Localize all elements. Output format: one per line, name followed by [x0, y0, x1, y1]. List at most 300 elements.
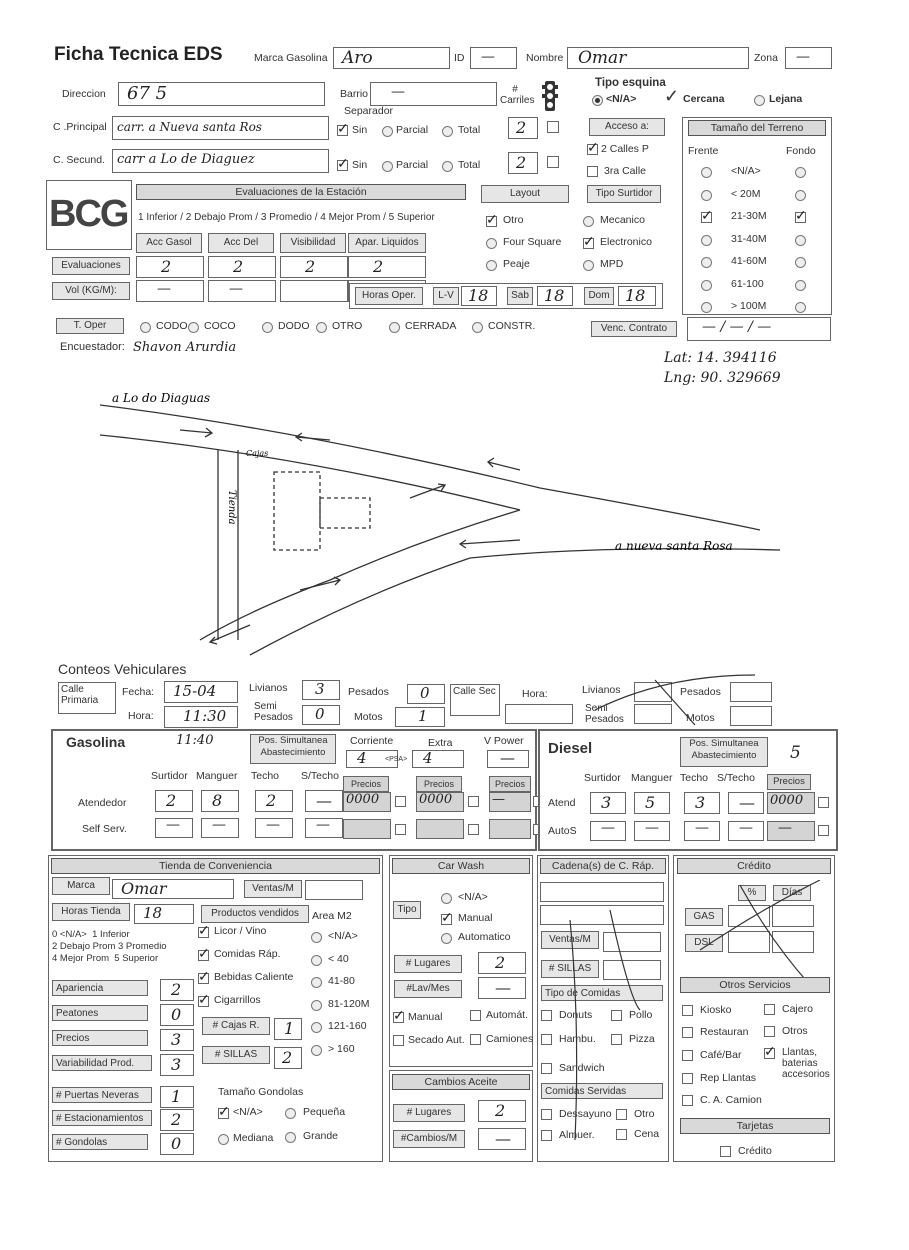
- puertas-field[interactable]: [160, 1086, 194, 1108]
- layout-button[interactable]: Layout: [481, 185, 569, 203]
- diesel-atend-field[interactable]: [590, 792, 626, 814]
- comida-label: Sandwich: [559, 1062, 605, 1074]
- tienda-ventas-field[interactable]: [305, 880, 363, 900]
- tarjetas-header: Tarjetas: [680, 1118, 830, 1134]
- dom-value: 18: [625, 286, 646, 305]
- hora-sec-field[interactable]: [505, 704, 573, 724]
- strike-through-mark: [680, 880, 830, 990]
- carwash-lugares-value: 2: [495, 953, 506, 972]
- carwash-manual-label: Manual: [458, 912, 493, 924]
- diesel-pos-value: 5: [790, 743, 801, 763]
- producto-checkbox-0[interactable]: [198, 927, 209, 938]
- precio-checkbox[interactable]: [395, 796, 406, 807]
- self-serv-field[interactable]: [255, 818, 293, 838]
- sketch-road-right: a nueva santa Rosa: [615, 539, 733, 553]
- area-option-label: 81-120M: [328, 997, 370, 1010]
- vpower-label: V Power: [484, 735, 524, 747]
- semi-pesados-label: Semi Pesados: [254, 701, 293, 723]
- gondolas-grande-radio[interactable]: [285, 1132, 296, 1143]
- diesel-col-header: Precios: [767, 774, 811, 790]
- principal-total-radio[interactable]: [442, 126, 453, 137]
- carwash-lav-label: #Lav/Mes: [394, 980, 462, 998]
- tienda-header: Tienda de Conveniencia: [51, 858, 380, 874]
- puertas-label: # Puertas Neveras: [52, 1087, 152, 1103]
- area-option-label: 121-160: [328, 1020, 367, 1032]
- self-serv-field[interactable]: [305, 818, 343, 838]
- t-oper-radio-5[interactable]: [472, 322, 483, 333]
- area-radio-5[interactable]: [311, 1045, 322, 1056]
- secund-parcial-radio[interactable]: [382, 161, 393, 172]
- lat-value: Lat: 14. 394116: [664, 350, 777, 366]
- gondolas-field[interactable]: [160, 1133, 194, 1155]
- precio-field[interactable]: [343, 792, 391, 812]
- calle-primaria-label: Calle Primaria: [58, 682, 116, 714]
- carriles-principal-value: 2: [516, 118, 527, 137]
- atendedor-value: 2: [266, 791, 277, 810]
- vol-value-field[interactable]: [136, 280, 204, 302]
- eval-value-field[interactable]: [348, 256, 426, 278]
- diesel-col-header: Manguer: [631, 772, 673, 784]
- tienda-sillas-label: # SILLAS: [202, 1046, 270, 1064]
- t-oper-radio-2[interactable]: [262, 322, 273, 333]
- diesel-autos-field[interactable]: [590, 821, 626, 841]
- cambios-aceite-header: Cambios Aceite: [392, 1074, 530, 1090]
- direccion-label: Direccion: [62, 88, 106, 100]
- eval-value-field[interactable]: [280, 256, 348, 278]
- atendedor-value: 8: [212, 791, 223, 810]
- t-oper-radio-0[interactable]: [140, 322, 151, 333]
- diesel-atend-field[interactable]: [728, 792, 764, 814]
- diesel-precio-checkbox[interactable]: [818, 797, 829, 808]
- t-oper-option-label: CONSTR.: [488, 320, 536, 332]
- psa-label: <PSA>: [385, 756, 408, 763]
- nombre-field[interactable]: [567, 47, 749, 69]
- precio-value: 0000: [419, 792, 453, 807]
- gondolas-mediana-label: Mediana: [233, 1132, 274, 1144]
- surtidor-mecanico-radio[interactable]: [583, 216, 594, 227]
- barrio-field[interactable]: [370, 82, 497, 106]
- terreno-option-label: 41-60M: [731, 255, 767, 267]
- self-precio-checkbox[interactable]: [395, 824, 406, 835]
- acceso-3racalle-checkbox[interactable]: [587, 166, 598, 177]
- road-sketch: [0, 380, 909, 660]
- cajas-field[interactable]: [274, 1018, 302, 1040]
- gondolas-grande-label: Grande: [303, 1130, 339, 1142]
- eval-value-field[interactable]: [208, 256, 276, 278]
- fondo-option-2[interactable]: [795, 212, 806, 223]
- carwash-auto-label: Automatico: [458, 931, 511, 943]
- gasolina-title: Gasolina: [66, 734, 126, 750]
- barrio-value: —: [391, 84, 405, 100]
- aceite-cambios-field[interactable]: [478, 1128, 526, 1150]
- precio-field[interactable]: [489, 792, 531, 812]
- layout-foursquare-label: Four Square: [503, 236, 562, 248]
- self-serv-field[interactable]: [201, 818, 239, 838]
- estacionamientos-value: 2: [171, 1110, 182, 1129]
- dom-field[interactable]: [618, 286, 656, 306]
- surtidor-electronico-label: Electronico: [600, 236, 652, 248]
- layout-otro-checkbox[interactable]: [486, 216, 497, 227]
- motos-field[interactable]: [395, 707, 445, 727]
- esquina-na-radio[interactable]: [592, 95, 603, 106]
- credito-dsl-label: DSL: [685, 934, 723, 952]
- tipo-comidas-label: Tipo de Comidas: [541, 985, 663, 1001]
- gas-col-header: Techo: [251, 770, 280, 782]
- gondolas-mediana-radio[interactable]: [218, 1134, 229, 1145]
- encuestador-label: Encuestador:: [60, 341, 125, 353]
- apariencia-value: 2: [171, 980, 182, 999]
- extra-field[interactable]: [412, 750, 464, 768]
- comida-label: Hambu.: [559, 1033, 596, 1045]
- nombre-label: Nombre: [526, 52, 564, 64]
- layout-foursquare-radio[interactable]: [486, 238, 497, 249]
- eval-value-field[interactable]: [136, 256, 204, 278]
- aceite-lugares-field[interactable]: [478, 1100, 526, 1122]
- fecha-label: Fecha:: [122, 686, 155, 698]
- tienda-marca-field[interactable]: [112, 879, 234, 899]
- atendedor-field[interactable]: [155, 790, 193, 812]
- corriente-label: Corriente: [350, 735, 394, 747]
- self-precio-field[interactable]: [416, 819, 464, 839]
- surtidor-mpd-label: MPD: [600, 258, 624, 270]
- acceso-2calles-label: 2 Calles P: [601, 143, 649, 155]
- peatones-field[interactable]: [160, 1004, 194, 1026]
- area-radio-0[interactable]: [311, 932, 322, 943]
- tipo-surtidor-button[interactable]: Tipo Surtidor: [587, 185, 661, 203]
- hora-label: Hora:: [128, 710, 154, 722]
- gondolas-value: 0: [171, 1134, 182, 1153]
- t-oper-radio-3[interactable]: [316, 322, 327, 333]
- credito-gas-label: GAS: [685, 908, 723, 926]
- self-serv-label: Self Serv.: [82, 823, 127, 835]
- self-serv-value: —: [166, 817, 180, 833]
- producto-label: Licor / Vino: [214, 925, 267, 937]
- surtidor-mpd-radio[interactable]: [583, 260, 594, 271]
- esquina-na-label: <N/A>: [606, 93, 637, 105]
- layout-peaje-radio[interactable]: [486, 260, 497, 271]
- precio-field[interactable]: [416, 792, 464, 812]
- eval-col-header: Apar. Liquidos: [348, 233, 426, 253]
- extra-label: Extra: [428, 737, 453, 749]
- area-option-label: < 40: [328, 952, 349, 965]
- marca-label: Marca Gasolina: [254, 52, 328, 64]
- principal-total-label: Total: [458, 124, 481, 136]
- diesel-autos-field[interactable]: [728, 821, 764, 841]
- t-oper-radio-4[interactable]: [389, 322, 400, 333]
- area-option-label: > 160: [328, 1042, 355, 1055]
- vpower-value: —: [500, 749, 515, 767]
- carriles-label: # Carriles: [500, 84, 535, 106]
- area-radio-2[interactable]: [311, 977, 322, 988]
- self-precio-field[interactable]: [489, 819, 531, 839]
- diesel-autos-checkbox[interactable]: [818, 825, 829, 836]
- fondo-option-3[interactable]: [795, 235, 806, 246]
- aceite-lugares-value: 2: [495, 1101, 506, 1120]
- tamano-terreno-header: Tamaño del Terreno: [688, 120, 826, 136]
- secund-total-radio[interactable]: [442, 161, 453, 172]
- principal-parcial-radio[interactable]: [382, 126, 393, 137]
- producto-label: Comidas Ráp.: [214, 948, 281, 960]
- c-secund-value: carr a Lo de Diaguez: [117, 152, 255, 167]
- otro-servicio-checkbox-7[interactable]: [682, 1095, 693, 1106]
- terreno-option-label: 31-40M: [731, 232, 767, 245]
- gasolina-time: 11:40: [176, 733, 214, 748]
- t-oper-radio-1[interactable]: [188, 322, 199, 333]
- conteos-title: Conteos Vehiculares: [58, 661, 187, 677]
- eval-value: 2: [305, 257, 316, 276]
- diesel-autos-value: —: [739, 820, 753, 836]
- frente-option-2[interactable]: [701, 212, 712, 223]
- atendedor-field[interactable]: [201, 790, 239, 812]
- apariencia-field[interactable]: [160, 979, 194, 1001]
- fondo-option-6[interactable]: [795, 302, 806, 313]
- fondo-option-1[interactable]: [795, 190, 806, 201]
- otro-servicio-label: Otros: [782, 1025, 808, 1037]
- diesel-atend-field[interactable]: [634, 792, 670, 814]
- evaluaciones-header: Evaluaciones de la Estación: [136, 184, 466, 200]
- carwash-na-radio[interactable]: [441, 893, 452, 904]
- precio-checkbox[interactable]: [468, 796, 479, 807]
- semi-pesados-sec-label: Semi Pesados: [585, 703, 624, 725]
- pesados-field[interactable]: [407, 684, 445, 704]
- fondo-option-0[interactable]: [795, 167, 806, 178]
- t-oper-label: T. Oper: [56, 318, 124, 334]
- id-label: ID: [454, 52, 465, 64]
- area-option-label: <N/A>: [328, 930, 358, 942]
- t-oper-option-label: CODO: [156, 320, 188, 332]
- livianos-value: 3: [315, 680, 325, 698]
- carriles-principal-checkbox[interactable]: [547, 121, 559, 133]
- encuestador-value: Shavon Arurdia: [133, 340, 237, 355]
- tienda-sillas-field[interactable]: [274, 1047, 302, 1069]
- hora-field[interactable]: [164, 706, 238, 728]
- c-principal-field[interactable]: [112, 116, 329, 140]
- vol-value-field[interactable]: [208, 280, 276, 302]
- carwash-na-label: <N/A>: [458, 891, 488, 903]
- traffic-light-icon: [542, 80, 558, 112]
- tarjetas-credito-checkbox[interactable]: [720, 1146, 731, 1157]
- livianos-label: Livianos: [249, 682, 288, 694]
- diesel-atend-value: 0000: [770, 793, 804, 808]
- direccion-field[interactable]: [118, 82, 325, 106]
- carriles-secund-checkbox[interactable]: [547, 156, 559, 168]
- producto-checkbox-1[interactable]: [198, 950, 209, 961]
- pesados-value: 0: [420, 684, 430, 702]
- frente-option-0[interactable]: [701, 167, 712, 178]
- gondolas-pequena-radio[interactable]: [285, 1108, 296, 1119]
- sab-field[interactable]: [537, 286, 573, 306]
- cadenas-header: Cadena(s) de C. Ráp.: [540, 858, 666, 874]
- hora-value: 11:30: [183, 707, 227, 725]
- carriles-principal-field[interactable]: [508, 117, 538, 139]
- gondolas-na-checkbox[interactable]: [218, 1108, 229, 1119]
- frente-option-1[interactable]: [701, 190, 712, 201]
- terreno-option-label: 61-100: [731, 277, 764, 290]
- horas-tienda-field[interactable]: [134, 904, 194, 924]
- carwash-secado-checkbox[interactable]: [393, 1035, 404, 1046]
- eval-col-header: Visibilidad: [280, 233, 346, 253]
- fecha-value: 15-04: [173, 682, 217, 700]
- diesel-atend-value: —: [739, 793, 755, 812]
- producto-checkbox-2[interactable]: [198, 973, 209, 984]
- secund-parcial-label: Parcial: [396, 159, 429, 171]
- layout-peaje-label: Peaje: [503, 258, 530, 270]
- lv-value: 18: [468, 286, 489, 305]
- vol-row-label: Vol (KG/M):: [52, 282, 130, 300]
- carwash-auto-radio[interactable]: [441, 933, 452, 944]
- cadenas-sillas-label: # SILLAS: [541, 960, 599, 978]
- gas-col-header: Surtidor: [151, 770, 188, 782]
- frente-option-6[interactable]: [701, 302, 712, 313]
- vol-empty-field[interactable]: [280, 280, 348, 302]
- frente-option-3[interactable]: [701, 235, 712, 246]
- frente-option-5[interactable]: [701, 280, 712, 291]
- otros-servicios-header: Otros Servicios: [680, 977, 830, 993]
- gondolas-na-label: <N/A>: [233, 1106, 263, 1118]
- tarjetas-credito-label: Crédito: [738, 1145, 772, 1157]
- tam-gondolas-label: Tamaño Gondolas: [218, 1086, 304, 1098]
- precios-label: Precios: [416, 776, 462, 792]
- gas-col-header: S/Techo: [301, 770, 339, 782]
- producto-checkbox-3[interactable]: [198, 996, 209, 1007]
- fecha-field[interactable]: [164, 681, 238, 703]
- area-radio-4[interactable]: [311, 1022, 322, 1033]
- otro-servicio-checkbox-5[interactable]: [764, 1048, 775, 1059]
- diesel-pos-label: Pos. Simultanea Abastecimiento: [680, 737, 768, 767]
- otro-servicio-checkbox-0[interactable]: [682, 1005, 693, 1016]
- diesel-autos-field[interactable]: [767, 821, 815, 841]
- atendedor-value: —: [316, 791, 332, 810]
- otro-servicio-checkbox-3[interactable]: [764, 1026, 775, 1037]
- secund-sin-checkbox[interactable]: [337, 160, 348, 171]
- self-serv-value: —: [316, 817, 330, 833]
- carwash-automat-checkbox[interactable]: [470, 1010, 481, 1021]
- hora-sec-label: Hora:: [522, 688, 548, 700]
- dom-label: Dom: [584, 287, 614, 305]
- atendedor-field[interactable]: [305, 790, 343, 812]
- otro-servicio-label: Restauran: [700, 1026, 749, 1038]
- lv-field[interactable]: [461, 286, 497, 306]
- carwash-lav-value: —: [495, 978, 511, 997]
- diesel-autos-value: —: [645, 820, 659, 836]
- evaluaciones-row-label: Evaluaciones: [52, 257, 130, 275]
- semi-pesados-field[interactable]: [302, 705, 340, 725]
- sketch-road-top: a Lo do Diaguas: [112, 391, 211, 405]
- t-oper-option-label: COCO: [204, 320, 236, 332]
- livianos-field[interactable]: [302, 680, 340, 700]
- car-wash-tipo-label: Tipo: [393, 901, 421, 919]
- diesel-atend-field[interactable]: [767, 792, 815, 814]
- variabilidad-field[interactable]: [160, 1054, 194, 1076]
- sketch-tienda: Tienda: [226, 490, 237, 525]
- otro-servicio-checkbox-6[interactable]: [682, 1073, 693, 1084]
- c-principal-value: carr. a Nueva santa Ros: [117, 120, 262, 134]
- precios-field[interactable]: [160, 1029, 194, 1051]
- strike-through-mark: [585, 670, 785, 730]
- cadenas-name-field-1[interactable]: [540, 882, 664, 902]
- comida-label: Donuts: [559, 1009, 593, 1021]
- area-radio-3[interactable]: [311, 1000, 322, 1011]
- otro-servicio-checkbox-1[interactable]: [764, 1004, 775, 1015]
- fondo-option-4[interactable]: [795, 257, 806, 268]
- diesel-col-header: Surtidor: [584, 772, 621, 784]
- terreno-option-label: 21-30M: [731, 210, 767, 222]
- acceso-2calles-checkbox[interactable]: [587, 144, 598, 155]
- vpower-field[interactable]: [487, 750, 529, 768]
- motos-label: Motos: [354, 711, 383, 723]
- zona-field[interactable]: [785, 47, 832, 69]
- acceso-button[interactable]: Acceso a:: [589, 118, 665, 136]
- diesel-autos-value: —: [601, 820, 615, 836]
- direccion-value: 67 5: [127, 83, 168, 104]
- fondo-label: Fondo: [786, 145, 816, 157]
- surtidor-electronico-checkbox[interactable]: [583, 238, 594, 249]
- carwash-camiones-checkbox[interactable]: [470, 1034, 481, 1045]
- eval-col-header: Acc Gasol: [136, 233, 202, 253]
- principal-sin-checkbox[interactable]: [337, 125, 348, 136]
- frente-label: Frente: [688, 145, 719, 157]
- diesel-atend-field[interactable]: [684, 792, 720, 814]
- venc-contrato-field[interactable]: [687, 317, 831, 341]
- self-serv-field[interactable]: [155, 818, 193, 838]
- frente-option-4[interactable]: [701, 257, 712, 268]
- venc-contrato-value: — / — / —: [702, 319, 772, 335]
- strike-through-mark: [540, 900, 665, 1150]
- carriles-secund-value: 2: [516, 153, 527, 172]
- diesel-col-header: S/Techo: [717, 772, 755, 784]
- fondo-option-5[interactable]: [795, 280, 806, 291]
- carwash-lugares-field[interactable]: [478, 952, 526, 974]
- diesel-atend-value: 5: [645, 793, 656, 812]
- tipo-esquina-label: Tipo esquina: [595, 77, 666, 89]
- carwash-manual2-checkbox[interactable]: [393, 1012, 404, 1023]
- atendedor-field[interactable]: [255, 790, 293, 812]
- vol-value: —: [157, 281, 171, 297]
- aceite-lugares-label: # Lugares: [393, 1104, 465, 1122]
- estacionamientos-field[interactable]: [160, 1109, 194, 1131]
- otro-servicio-label: Rep Llantas: [700, 1072, 757, 1084]
- marca-field[interactable]: [333, 47, 450, 69]
- self-precio-field[interactable]: [343, 819, 391, 839]
- atendedor-label: Atendedor: [78, 797, 127, 809]
- otro-servicio-label: Cajero: [782, 1003, 813, 1015]
- precio-value: 0000: [346, 792, 380, 807]
- productos-vendidos-label: Productos vendidos: [201, 905, 309, 923]
- vol-value: —: [229, 281, 243, 297]
- diesel-col-header: Techo: [680, 772, 709, 784]
- carwash-manual-checkbox[interactable]: [441, 914, 452, 925]
- diesel-autos-field[interactable]: [684, 821, 720, 841]
- c-secund-field[interactable]: [112, 149, 329, 173]
- zona-label: Zona: [754, 52, 778, 64]
- principal-parcial-label: Parcial: [396, 124, 429, 136]
- servida-label: Otro: [634, 1108, 655, 1120]
- secund-sin-label: Sin: [352, 159, 368, 171]
- carriles-secund-field[interactable]: [508, 152, 538, 174]
- t-oper-option-label: OTRO: [332, 320, 363, 332]
- esquina-lejana-radio[interactable]: [754, 95, 765, 106]
- carwash-lav-field[interactable]: [478, 977, 526, 999]
- principal-sin-label: Sin: [352, 124, 368, 136]
- horas-tienda-label: Horas Tienda: [52, 903, 130, 921]
- id-field[interactable]: [470, 47, 517, 69]
- self-precio-checkbox[interactable]: [468, 824, 479, 835]
- secund-total-label: Total: [458, 159, 481, 171]
- area-radio-1[interactable]: [311, 955, 322, 966]
- otro-servicio-checkbox-2[interactable]: [682, 1027, 693, 1038]
- diesel-autos-field[interactable]: [634, 821, 670, 841]
- otro-servicio-checkbox-4[interactable]: [682, 1050, 693, 1061]
